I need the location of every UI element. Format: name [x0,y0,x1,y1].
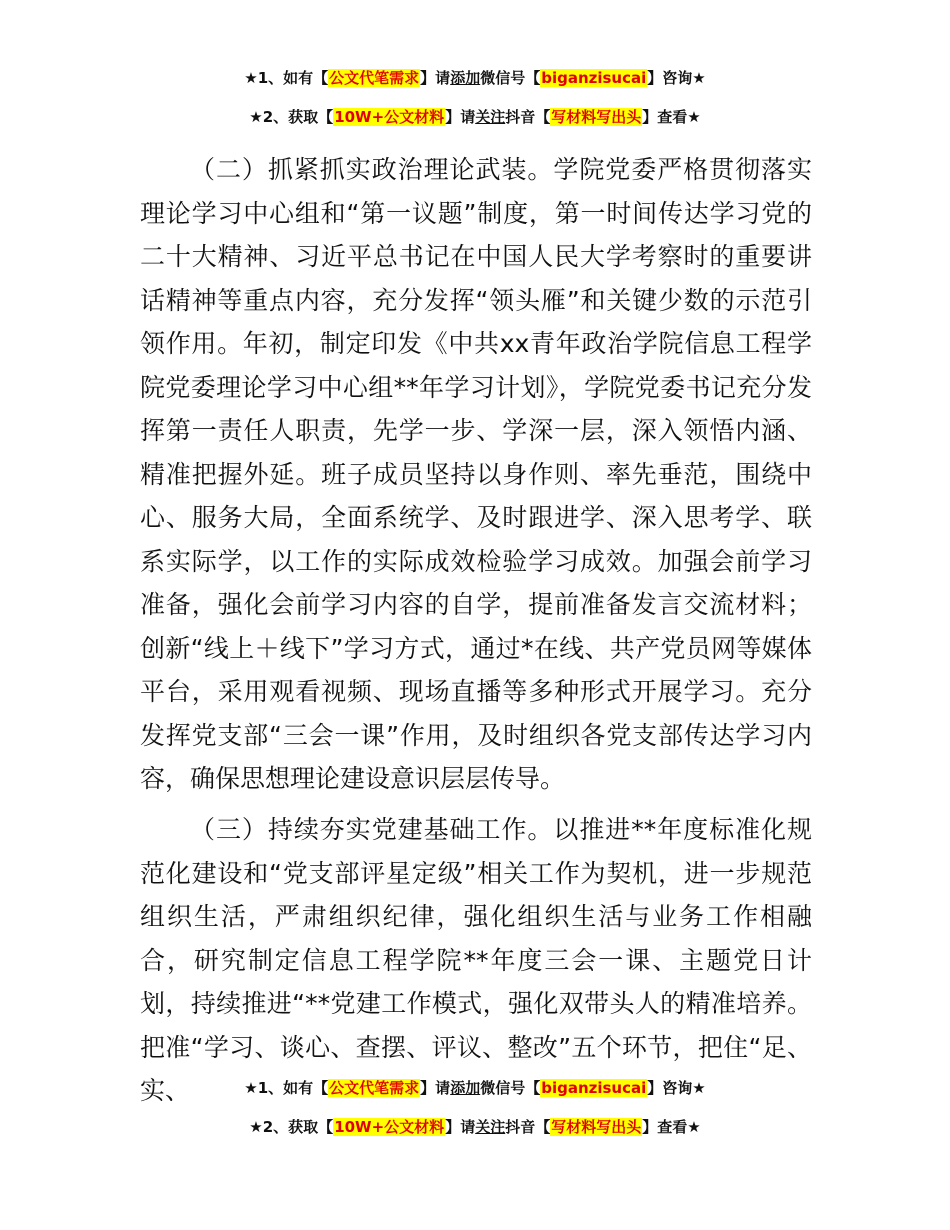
banner-text: 微信号【 [480,69,541,87]
body-paragraph-3 [140,808,812,1113]
banner-highlight: 写材料写出头 [551,1118,642,1136]
banner-underlined-text: 关注 [475,1118,506,1136]
paragraph-text: （二）抓紧抓实政治理论武装。学院党委严格贯彻落实理论学习中心组和“第一议题”制度，第一时间传达学习党的二十大精神、习近平总书记在中国人民大学考察时的重要讲话精神等重点内容，充分发挥“领头雁”和关键少数的示范引领作用。年初，制定印发《中共xx青年政治学院信息工程学院党委理论学习中心组**年学习计划》，学院党委书记充分发挥第一责任人职责，先学一步、学深一层，深入领悟内涵、精准把握外延。班子成员坚持以身作则、率先垂范，围绕中心、服务大局，全面系统学、及时跟进学、深入思考学、联系实际学，以工作的实际成效检验学习成效。加强会前学习准备，强化会前学习内容的自学，提前准备发言交流材料；创新“线上＋线下”学习方式，通过*在线、共产党员网等媒体平台，采用观看视频、现场直播等多种形式开展学习。充分发挥党支部“三会一课”作用，及时组织各党支部传达学习内容，确保思想理论建设意识层层传导。 [140,155,812,793]
banner-text: 抖音【 [505,108,551,126]
banner-highlight: 写材料写出头 [551,108,642,126]
header-banner-line-2 [0,107,950,127]
banner-text: 】请 [420,1079,451,1097]
banner-underlined-text: 关注 [475,108,506,126]
banner-text: 】查看★ [642,108,701,126]
banner-text: 微信号【 [480,1079,541,1097]
header-banner-line-1 [0,68,950,88]
banner-text: ★1、如有【 [244,69,329,87]
banner-text: 抖音【 [505,1118,551,1136]
paragraph-text: （三）持续夯实党建基础工作。以推进**年度标准化规范化建设和“党支部评星定级”相关工作为契机，进一步规范组织生活，严肃组织纪律，强化组织生活与业务工作相融合，研究制定信息工程学院**年度三会一课、主题党日计划，持续推进“**党建工作模式，强化双带头人的精准培养。把准“学习、谈心、查摆、评议、整改”五个环节，把住“足、实、 [140,815,812,1105]
banner-text: 】请 [420,69,451,87]
banner-underlined-text: 添加 [450,69,481,87]
banner-text: ★1、如有【 [244,1079,329,1097]
banner-highlight: biganzisucai [541,69,647,87]
banner-text: ★2、获取【 [249,1118,334,1136]
footer-banner-line-2 [0,1117,950,1137]
footer-banner-line-1 [0,1078,950,1098]
banner-text: 】请 [445,1118,476,1136]
banner-text: 】请 [445,108,476,126]
banner-highlight: 公文代笔需求 [329,1079,420,1097]
banner-text: ★2、获取【 [249,108,334,126]
banner-text: 】咨询★ [647,69,706,87]
banner-highlight: 公文代笔需求 [329,69,420,87]
banner-underlined-text: 添加 [450,1079,481,1097]
banner-text: 】查看★ [642,1118,701,1136]
banner-highlight: 10W+公文材料 [334,1118,445,1136]
banner-highlight: 10W+公文材料 [334,108,445,126]
banner-text: 】咨询★ [647,1079,706,1097]
banner-highlight: biganzisucai [541,1079,647,1097]
body-paragraph-2 [140,148,812,801]
